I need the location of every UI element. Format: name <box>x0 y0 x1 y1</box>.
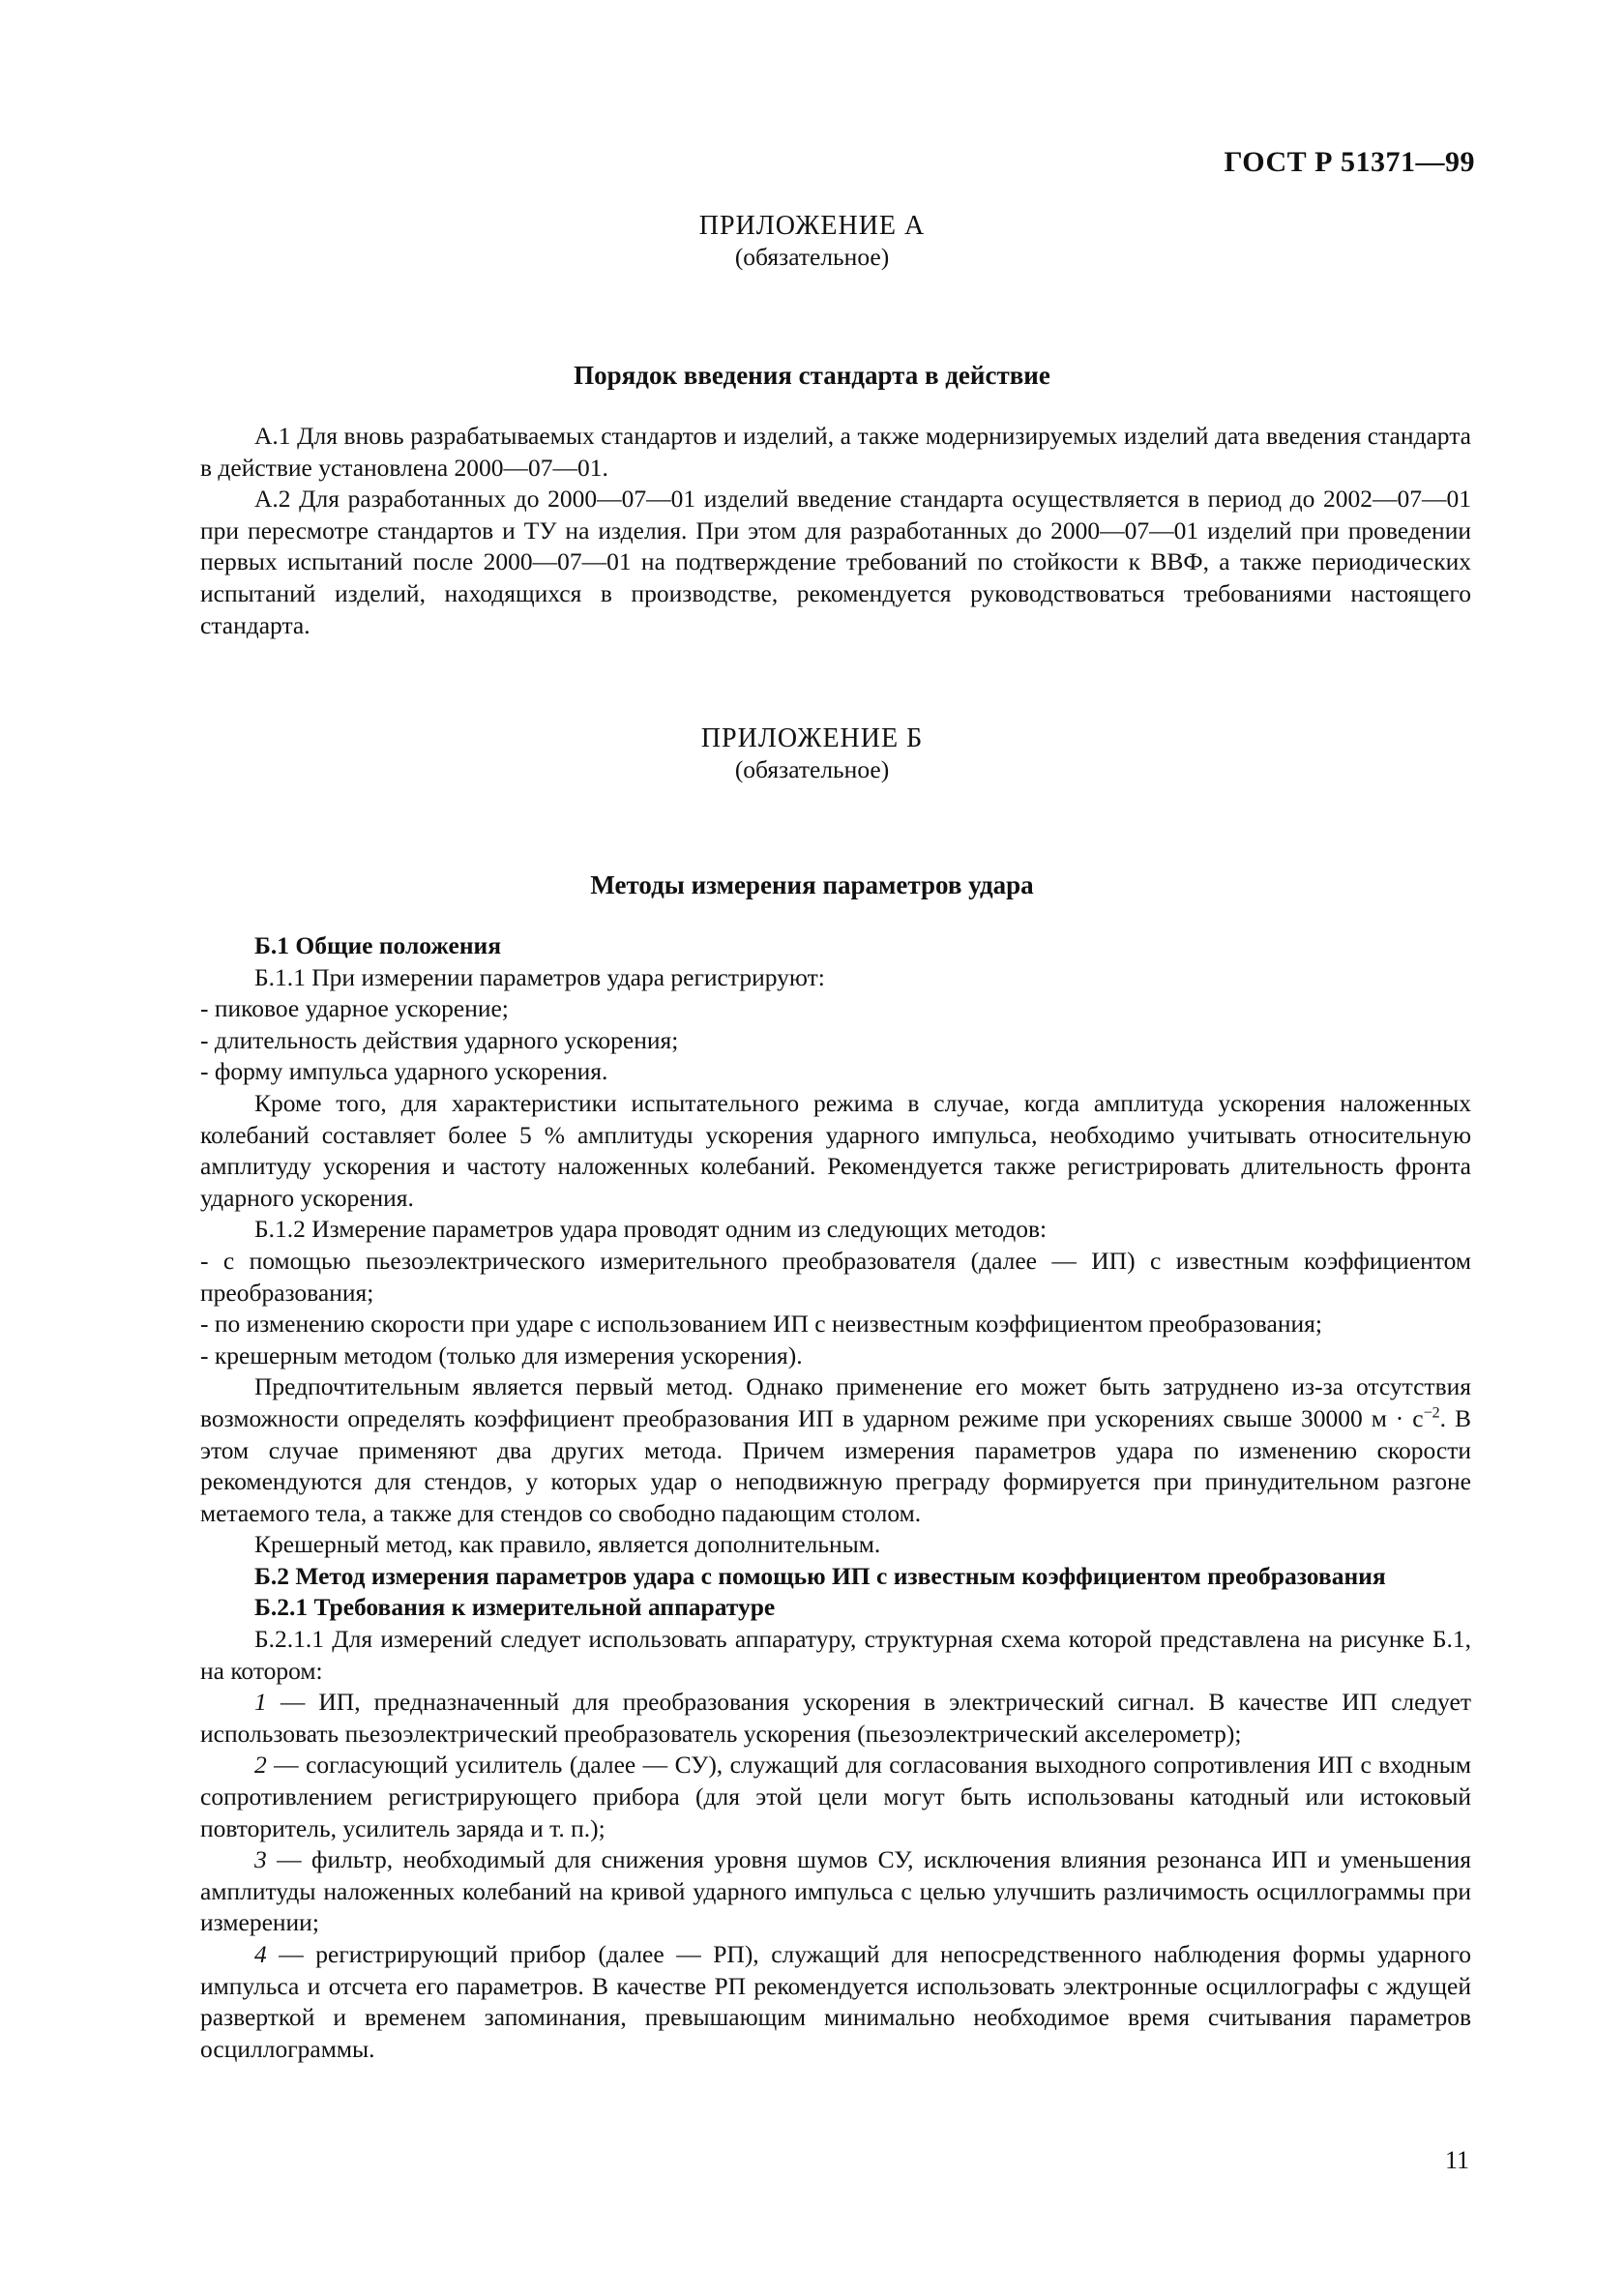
preference-text-a: Предпочтительным является первый метод. Однако применение его может быть затруднено из-за отсутствия возможности определять коэффициент преобразования ИП в ударном режиме при ускорениях свыше 30000 м · с <box>200 1372 1471 1432</box>
appendix-b-note: (обязательное) <box>734 755 890 783</box>
paragraph-b1-2: Б.1.2 Измерение параметров удара проводят одним из следующих методов: <box>254 1215 1048 1244</box>
paragraph-preference <box>200 1371 1471 1529</box>
item-number: 2 <box>254 1751 267 1780</box>
appendix-a-label: ПРИЛОЖЕНИЕ А <box>698 211 926 241</box>
list-item: - крешерным методом (только для измерения ускорения). <box>200 1340 803 1369</box>
list-item: - по изменению скорости при ударе с использованием ИП с неизвестным коэффициентом преобразования; <box>200 1310 1322 1339</box>
list-item: - длительность действия ударного ускорения; <box>200 1025 679 1054</box>
paragraph-a2: А.2 Для разработанных до 2000—07—01 изделий введение стандарта осуществляется в период до 2002—07—01 при пересмотре стандартов и ТУ на изделия. При этом для разработанных до 2000—07—01 изделий при проведении первых испытаний после 2000—07—01 на подтверждение требований по стойкости к ВВФ, а также периодических испытаний изделий, находящихся в производстве, рекомендуется руководствоваться требованиями настоящего стандарта. <box>200 485 1471 639</box>
item-number: 3 <box>254 1845 267 1874</box>
paragraph-b1-1: Б.1.1 При измерении параметров удара регистрируют: <box>254 962 825 991</box>
appendix-a-body <box>200 421 1471 641</box>
item-number: 1 <box>254 1688 267 1717</box>
standard-number: ГОСТ Р 51371—99 <box>1224 146 1475 178</box>
item-text: — ИП, предназначенный для преобразования ускорения в электрический сигнал. В качестве ИП следует использовать пьезоэлектрический преобразователь ускорения (пьезоэлектрический акселерометр); <box>200 1688 1471 1748</box>
appendix-a-note: (обязательное) <box>734 243 890 271</box>
section-b2-1-heading: Б.2.1 Требования к измерительной аппаратуре <box>254 1593 776 1622</box>
exponent: −2 <box>1423 1404 1440 1422</box>
appendix-b-label: ПРИЛОЖЕНИЕ Б <box>700 723 924 753</box>
paragraph-b2-1-1: Б.2.1.1 Для измерений следует использовать аппаратуру, структурная схема которой представлена на рисунке Б.1, на котором: <box>200 1625 1471 1685</box>
equipment-item-1 <box>200 1687 1471 1750</box>
item-text: — регистрирующий прибор (далее — РП), служащий для непосредственного наблюдения формы ударного импульса и отсчета его параметров. В качестве РП рекомендуется использовать электронные осциллографы с ждущей разверткой и временем запоминания, превышающим минимально необходимое время считывания параметров осциллограммы. <box>200 1940 1471 2063</box>
appendix-a-title: Порядок введения стандарта в действие <box>574 361 1050 390</box>
paragraph-b1-1-extra: Кроме того, для характеристики испытательного режима в случае, когда амплитуда ускорения наложенных колебаний составляет более 5 % амплитуды ускорения ударного импульса, необходимо учитывать относительную амплитуду ускорения и частоту наложенных колебаний. Рекомендуется также регистрировать длительность фронта ударного ускорения. <box>200 1088 1471 1212</box>
equipment-item-4 <box>200 1939 1471 2065</box>
list-item: - форму импульса ударного ускорения. <box>200 1057 608 1086</box>
item-text: — фильтр, необходимый для снижения уровня шумов СУ, исключения влияния резонанса ИП и уменьшения амплитуды наложенных колебаний на кривой ударного импульса с целью улучшить различимость осциллограммы при измерении; <box>200 1845 1471 1937</box>
list-item: - с помощью пьезоэлектрического измерительного преобразователя (далее — ИП) с известным коэффициентом преобразования; <box>200 1246 1471 1307</box>
paragraph-cresher: Крешерный метод, как правило, является дополнительным. <box>254 1530 881 1559</box>
section-b2-heading: Б.2 Метод измерения параметров удара с помощью ИП с известным коэффициентом преобразования <box>254 1561 1386 1590</box>
preference-text-b: . В этом случае применяют два других метода. Причем измерения параметров удара по изменению скорости рекомендуются для стендов, у которых удар о неподвижную преграду формируется при принудительном разгоне метаемого тела, а также для стендов со свободно падающим столом. <box>200 1403 1472 1527</box>
item-number: 4 <box>254 1940 267 1968</box>
list-item: - пиковое ударное ускорение; <box>200 994 509 1023</box>
equipment-item-3 <box>200 1844 1471 1939</box>
section-b1-heading: Б.1 Общие положения <box>254 931 502 959</box>
appendix-b-body <box>200 930 1471 2065</box>
paragraph-a1: А.1 Для вновь разрабатываемых стандартов и изделий, а также модернизируемых изделий дата введения стандарта в действие установлена 2000—07—01. <box>200 422 1471 482</box>
item-text: — согласующий усилитель (далее — СУ), служащий для согласования выходного сопротивления ИП с входным сопротивлением регистрирующего прибора (для этой цели могут быть использованы катодный или истоковый повторитель, усилитель заряда и т. п.); <box>200 1751 1471 1842</box>
equipment-item-2 <box>200 1750 1471 1844</box>
page-number: 11 <box>1444 2146 1469 2174</box>
appendix-b-title: Методы измерения параметров удара <box>590 870 1034 899</box>
